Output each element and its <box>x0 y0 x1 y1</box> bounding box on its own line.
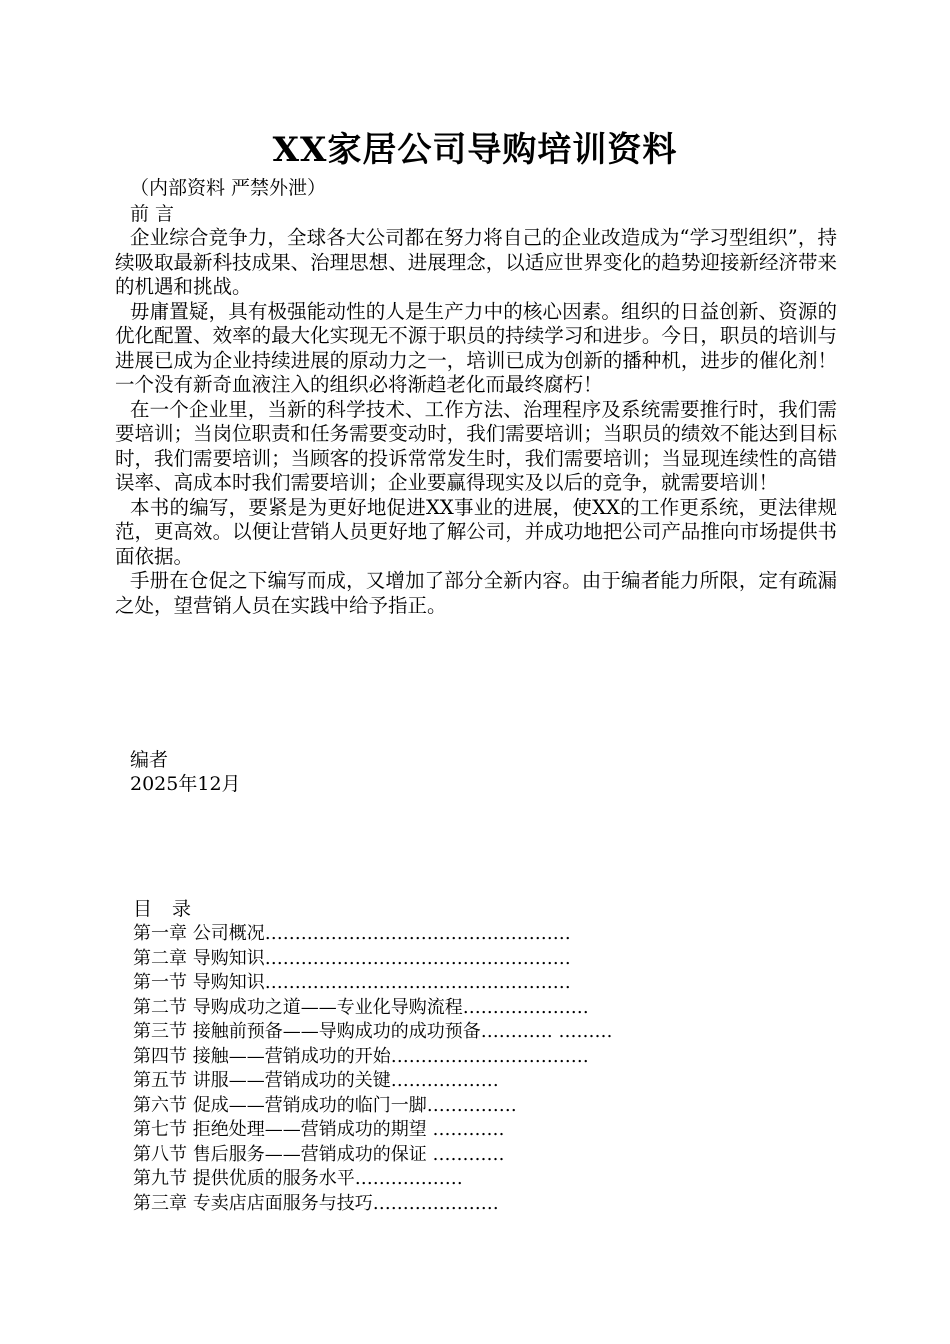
foreword-heading: 前 言 <box>130 203 175 225</box>
editor-signature: 编者 <box>130 749 169 771</box>
toc-item[interactable]: 第一节 导购知识…………………………………………… <box>133 972 571 993</box>
document-subtitle: （内部资料 严禁外泄） <box>130 177 327 199</box>
foreword-paragraph: 手册在仓促之下编写而成，又增加了部分全新内容。由于编者能力所限，定有疏漏之处，望营销人员在实践中给予指正。 <box>115 569 837 617</box>
toc-heading: 目 录 <box>133 898 192 920</box>
foreword-paragraph: 毋庸置疑，具有极强能动性的人是生产力中的核心因素。组织的日益创新、资源的优化配置、效率的最大化实现无不源于职员的持续学习和进步。今日，职员的培训与进展已成为企业持续进展的原动力之一，培训已成为创新的播种机，进步的催化剂！一个没有新奇血液注入的组织必将渐趋老化而最终腐朽！ <box>115 299 837 396</box>
toc-item[interactable]: 第三节 接触前预备——导购成功的成功预备………… ……… <box>133 1021 613 1042</box>
foreword-body <box>115 226 837 618</box>
toc-item[interactable]: 第八节 售后服务——营销成功的保证 ………… <box>133 1143 505 1165</box>
toc-item[interactable]: 第五节 讲服——营销成功的关键……………… <box>133 1070 499 1091</box>
foreword-paragraph: 在一个企业里，当新的科学技术、工作方法、治理程序及系统需要推行时，我们需要培训；当岗位职责和任务需要变动时，我们需要培训；当职员的绩效不能达到目标时，我们需要培训；当顾客的投诉常常发生时，我们需要培训；当显现连续性的高错误率、高成本时我们需要培训；企业要赢得现实及以后的竞争，就需要培训！ <box>115 397 837 494</box>
table-of-contents <box>133 922 612 1216</box>
toc-item[interactable]: 第一章 公司概况…………………………………………… <box>133 923 571 944</box>
toc-item[interactable]: 第四节 接触——营销成功的开始…………………………… <box>133 1045 589 1067</box>
document-title: XX家居公司导购培训资料 <box>272 130 678 170</box>
toc-item[interactable]: 第二节 导购成功之道——专业化导购流程………………… <box>133 996 589 1018</box>
toc-item[interactable]: 第三章 专卖店店面服务与技巧………………… <box>133 1192 499 1214</box>
toc-item[interactable]: 第七节 拒绝处理——营销成功的期望 ………… <box>133 1119 505 1140</box>
document-date: 2025年12月 <box>130 773 241 795</box>
toc-item[interactable]: 第九节 提供优质的服务水平……………… <box>133 1168 463 1189</box>
foreword-paragraph: 本书的编写，要紧是为更好地促进XX事业的进展，使XX的工作更系统，更法律规范，更高效。以便让营销人员更好地了解公司，并成功地把公司产品推向市场提供书面依据。 <box>115 495 837 568</box>
toc-item[interactable]: 第二章 导购知识…………………………………………… <box>133 947 571 969</box>
foreword-paragraph: 企业综合竞争力，全球各大公司都在努力将自己的企业改造成为“学习型组织”，持续吸取最新科技成果、治理思想、进展理念，以适应世界变化的趋势迎接新经济带来的机遇和挑战。 <box>115 226 837 298</box>
toc-item[interactable]: 第六节 促成——营销成功的临门一脚…………… <box>133 1094 517 1116</box>
